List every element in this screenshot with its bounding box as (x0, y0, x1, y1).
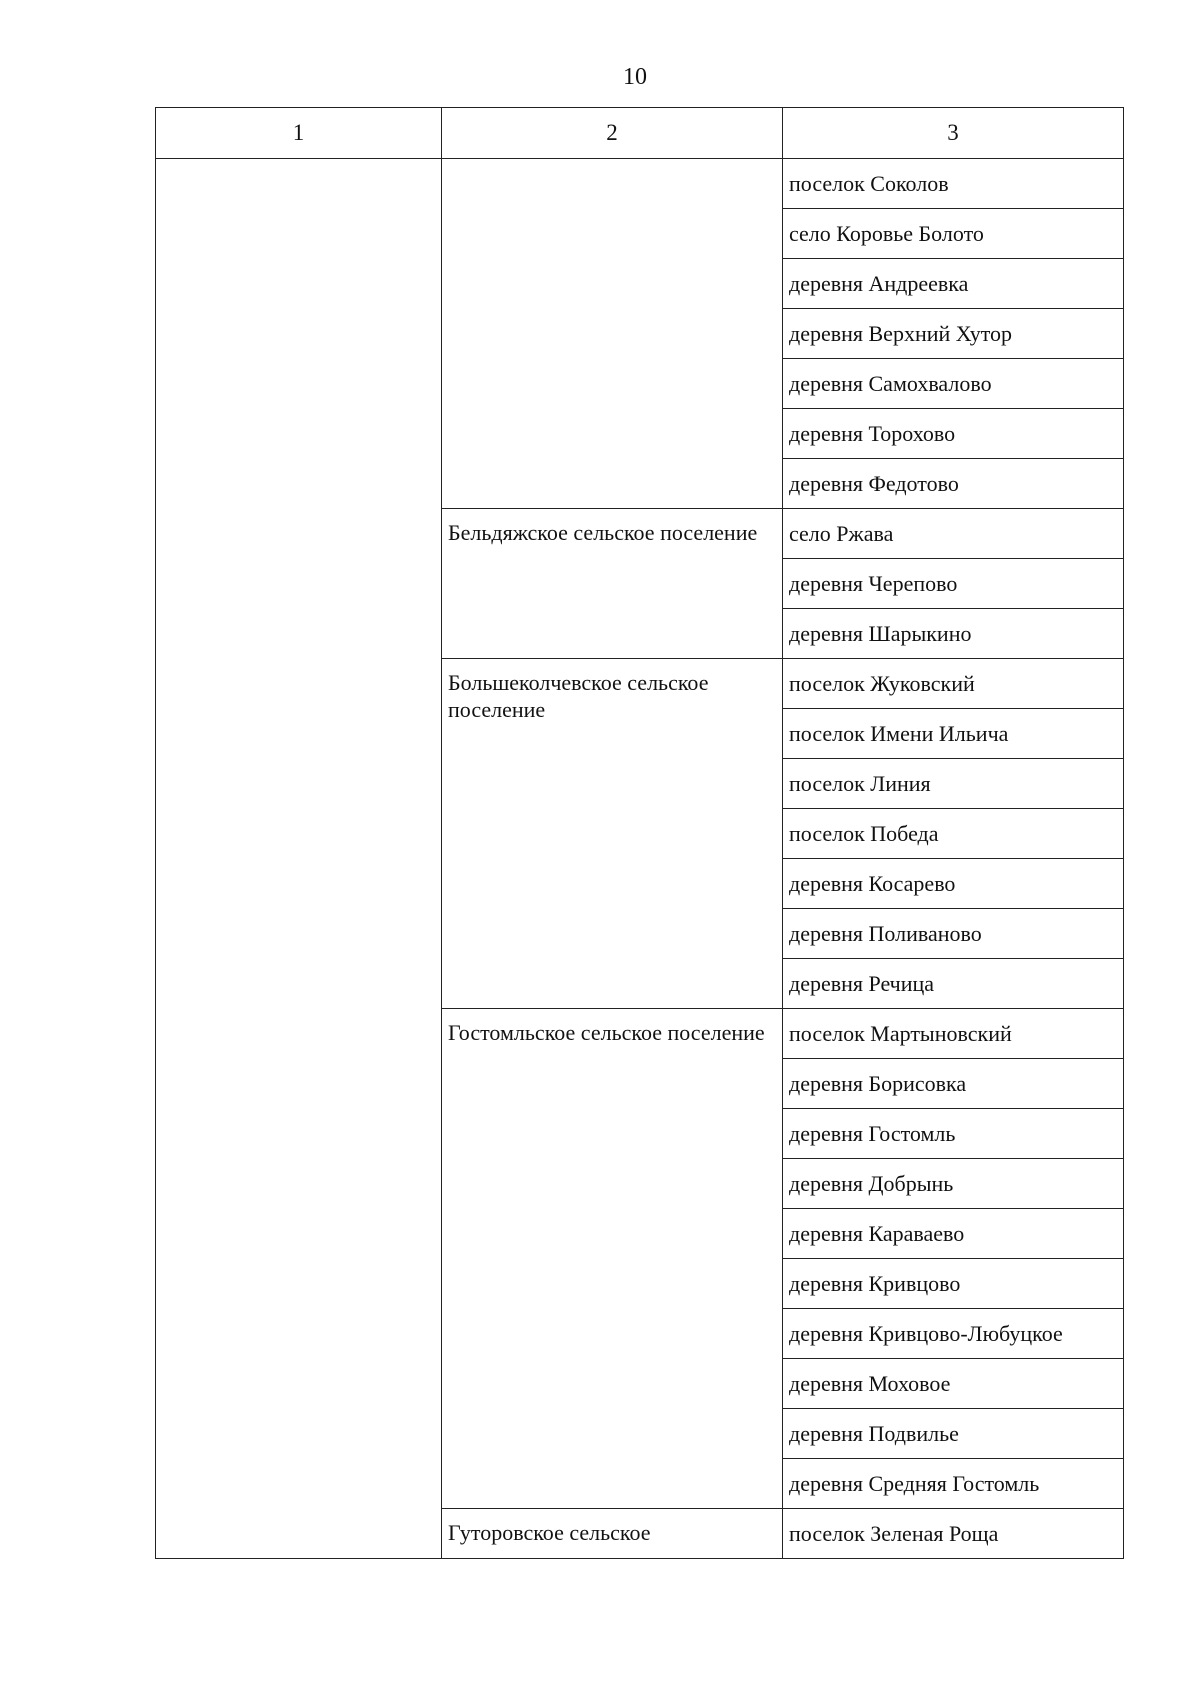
settlement-cell: деревня Черепово (783, 559, 1124, 609)
column-header-3: 3 (783, 108, 1124, 159)
settlement-cell: деревня Поливаново (783, 909, 1124, 959)
district-cell: Большеколчевское сельское поселение (442, 659, 783, 1009)
settlement-cell: деревня Кривцово (783, 1259, 1124, 1309)
settlement-cell: деревня Кривцово-Любуцкое (783, 1309, 1124, 1359)
settlement-cell: деревня Шарыкино (783, 609, 1124, 659)
settlement-cell: деревня Косарево (783, 859, 1124, 909)
page-number: 10 (623, 64, 647, 90)
settlement-cell: село Коровье Болото (783, 209, 1124, 259)
settlement-cell: деревня Самохвалово (783, 359, 1124, 409)
settlement-cell: деревня Караваево (783, 1209, 1124, 1259)
settlement-cell: поселок Соколов (783, 159, 1124, 209)
settlement-cell: деревня Борисовка (783, 1059, 1124, 1109)
settlement-cell: деревня Речица (783, 959, 1124, 1009)
settlement-cell: село Ржава (783, 509, 1124, 559)
column-1-cell (156, 159, 442, 1559)
settlement-cell: поселок Жуковский (783, 659, 1124, 709)
district-cell: Гуторовское сельское (442, 1509, 783, 1559)
district-cell (442, 159, 783, 509)
settlement-cell: деревня Верхний Хутор (783, 309, 1124, 359)
settlement-cell: деревня Добрынь (783, 1159, 1124, 1209)
settlement-cell: поселок Линия (783, 759, 1124, 809)
settlement-cell: деревня Подвилье (783, 1409, 1124, 1459)
settlements-table (155, 107, 1124, 1559)
settlement-cell: деревня Федотово (783, 459, 1124, 509)
settlement-cell: деревня Моховое (783, 1359, 1124, 1409)
settlement-cell: поселок Имени Ильича (783, 709, 1124, 759)
settlement-cell: деревня Гостомль (783, 1109, 1124, 1159)
settlement-cell: деревня Андреевка (783, 259, 1124, 309)
settlement-cell: поселок Зеленая Роща (783, 1509, 1124, 1559)
settlement-cell: деревня Торохово (783, 409, 1124, 459)
settlement-cell: поселок Мартыновский (783, 1009, 1124, 1059)
settlement-cell: деревня Средняя Гостомль (783, 1459, 1124, 1509)
settlement-cell: поселок Победа (783, 809, 1124, 859)
table-body (156, 159, 1124, 1559)
table-row (156, 159, 1124, 209)
column-header-2: 2 (442, 108, 783, 159)
column-header-1: 1 (156, 108, 442, 159)
district-cell: Бельдяжское сельское поселение (442, 509, 783, 659)
district-cell: Гостомльское сельское поселение (442, 1009, 783, 1509)
table-header-row (156, 108, 1124, 159)
